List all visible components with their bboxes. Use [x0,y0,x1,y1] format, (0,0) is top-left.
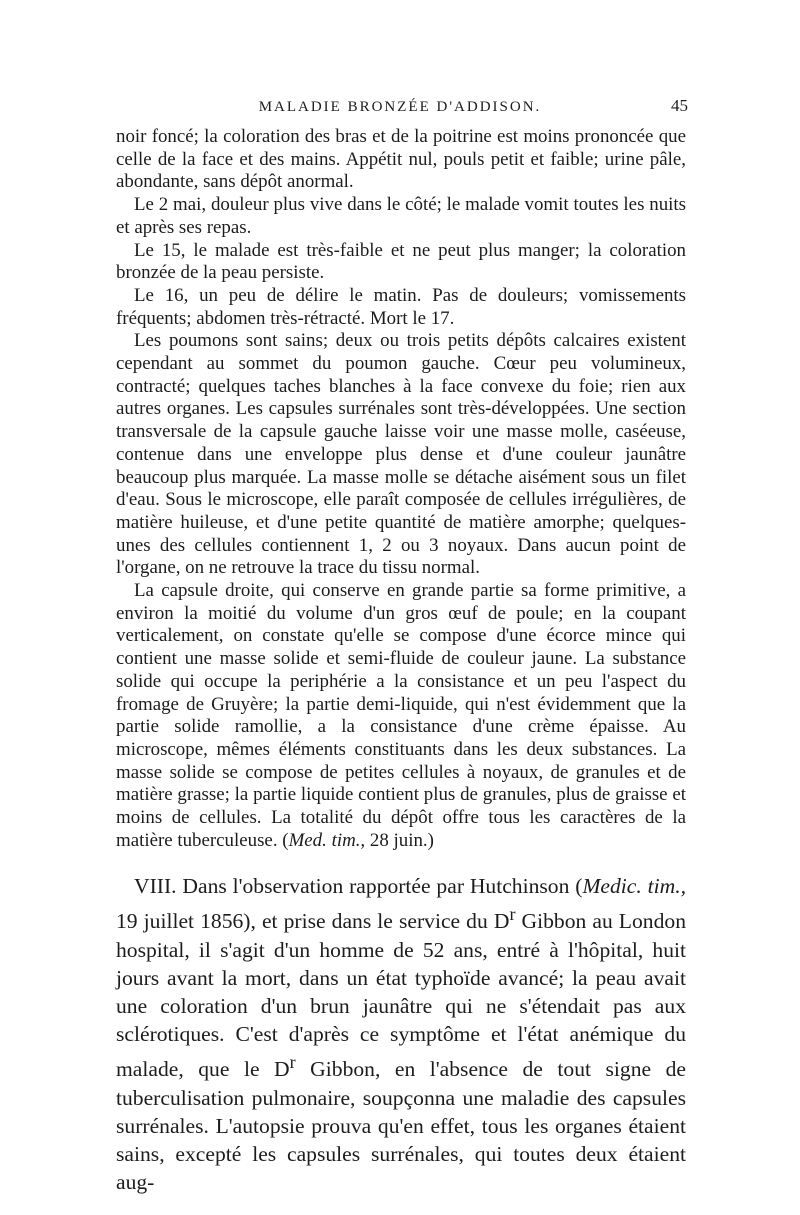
superscript-r: r [289,1052,296,1073]
small-print-section [116,126,686,853]
citation-medic-tim: Medic. tim., [582,874,687,898]
paragraph-autopsy: Les poumons sont sains; deux ou trois petits dépôts calcaires existent cependant au sommet du poumon gauche. Cœur peu volumineux, contracté; quelques taches blanches à la face convexe du foie; rien aux autres organes. Les capsules surrénales sont très-développées. Une section transversale de la capsule gauche laisse voir une masse molle, caséeuse, contenue dans une enveloppe plus dense et d'une couleur jaunâtre beaucoup plus marquée. La masse molle se détache aisément sous un filet d'eau. Sous le microscope, elle paraît composée de cellules irrégulières, de matière huileuse, et d'une petite quantité de matière amorphe; quelques-unes des cellules contiennent 1, 2 ou 3 noyaux. Dans aucun point de l'organe, on ne retrouve la trace du tissu normal. [116,330,686,579]
obs-text-3: Gibbon au London hospital, il s'agit d'un homme de 52 ans, entré à l'hôpital, huit jours avant la mort, dans un état typhoïde avancé; la peau avait une coloration d'un brun jaunâtre qui ne s'étendait pas aux sclérotiques. C'est d'après ce symptôme et l'état anémique du malade, que le D [116,909,686,1082]
superscript-r: r [509,904,516,925]
paragraph-16: Le 16, un peu de délire le matin. Pas de douleurs; vomissements fréquents; abdomen très-rétracté. Mort le 17. [116,284,686,329]
obs-text-1: VIII. Dans l'observation rapportée par Hutchinson ( [134,874,583,898]
page-number: 45 [671,96,688,115]
paragraph-15: Le 15, le malade est très-faible et ne peut plus manger; la coloration bronzée de la peau persiste. [116,239,686,284]
obs-text-4: Gibbon, en l'absence de tout signe de tuberculisation pulmonaire, soupçonna une maladie des capsules surrénales. L'autopsie prouva qu'en effet, tous les organes étaient sains, excepté les capsules surrénales, qui toutes deux étaient aug- [116,1057,686,1195]
citation-med-tim: Med. tim., [288,829,366,851]
paragraph-continuation: noir foncé; la coloration des bras et de la poitrine est moins prononcée que celle de la face et des mains. Appétit nul, pouls petit et faible; urine pâle, abondante, sans dépôt anormal. [116,126,686,193]
running-head [112,96,688,120]
paragraph-right-capsule [116,580,686,852]
paragraph-observation-viii [116,872,686,1197]
running-title: MALADIE BRONZÉE D'ADDISON. [258,99,542,115]
right-capsule-text: La capsule droite, qui conserve en grande partie sa forme primitive, a environ la moitié du volume d'un gros œuf de poule; en la coupant verticalement, on constate qu'elle se compose d'une écorce mince qui contient une masse solide et semi-fluide de couleur jaune. La substance solide qui occupe la periphérie a la consistance et un peu l'aspect du fromage de Gruyère; la partie demi-liquide, qui n'est évidemment que la partie solide ramollie, a la consistance d'une crème épaisse. Au microscope, mêmes éléments constituants dans les deux substances. La masse solide se compose de petites cellules à noyaux, de granules et de matière grasse; la partie liquide contient plus de granules, plus de graisse et moins de cellules. La totalité du dépôt offre tous les caractères de la matière tuberculeuse. ( [116,580,686,851]
citation-date: 28 juin.) [365,829,434,851]
obs-text-2: 19 juillet 1856), et prise dans le service du D [116,909,510,934]
observation-viii-section [116,872,686,1197]
paragraph-2-mai: Le 2 mai, douleur plus vive dans le côté; le malade vomit toutes les nuits et après ses repas. [116,194,686,238]
